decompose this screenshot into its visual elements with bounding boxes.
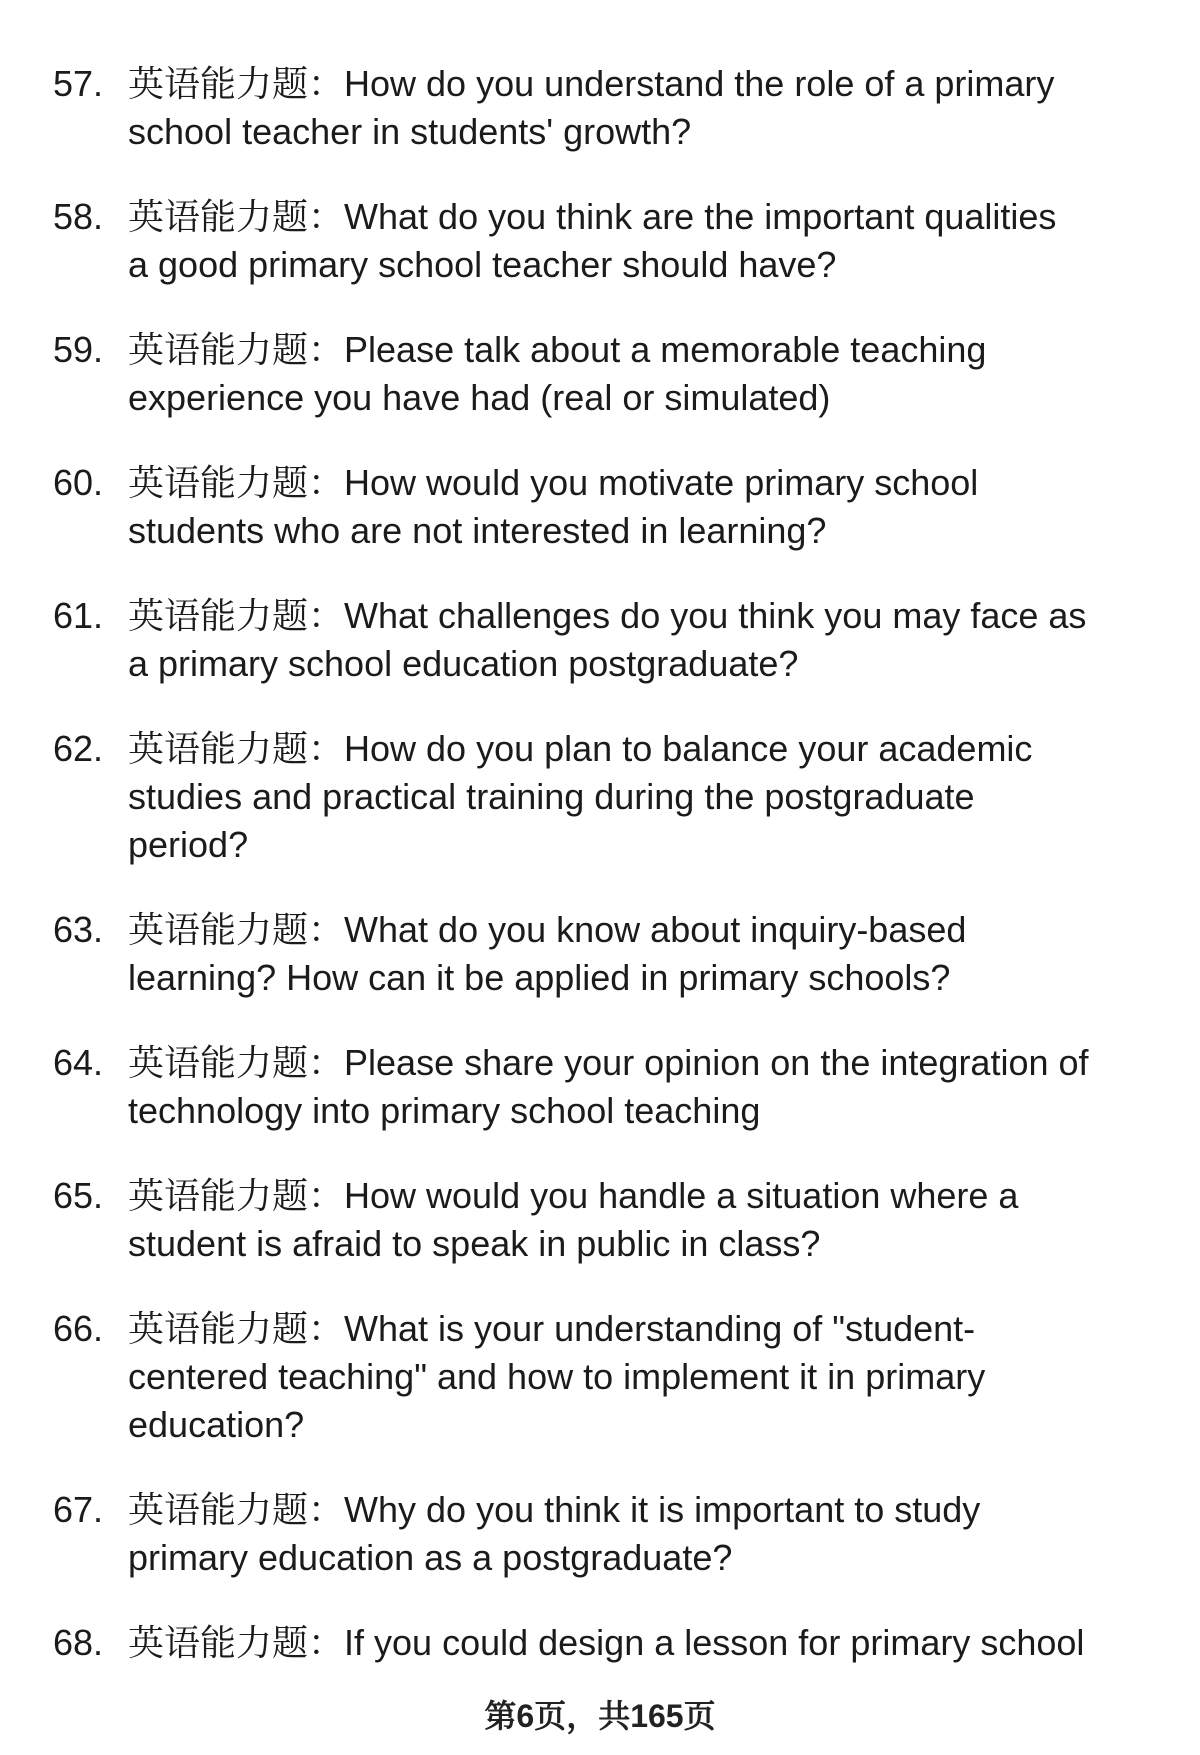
question-line: student is afraid to speak in public in class? (128, 1223, 821, 1264)
question-text: How would you handle a situation where a (344, 1175, 1019, 1216)
question-number: 63. (53, 909, 104, 950)
question-text: How would you motivate primary school (344, 462, 979, 503)
question-line (128, 725, 1168, 773)
question-number: 68. (53, 1622, 104, 1663)
question-item (0, 459, 1200, 555)
question-item (0, 1619, 1200, 1667)
question-category: 英语能力题： (128, 1308, 345, 1349)
question-body (128, 1305, 1168, 1449)
question-text: How do you understand the role of a primary (344, 63, 1055, 104)
question-number: 66. (53, 1308, 104, 1349)
question-text: Please talk about a memorable teaching (344, 329, 987, 370)
question-line (128, 906, 1168, 954)
question-body (128, 1619, 1168, 1667)
question-line (128, 459, 1168, 507)
question-body (128, 906, 1168, 1002)
question-item (0, 326, 1200, 422)
question-number: 67. (53, 1489, 104, 1530)
question-category: 英语能力题： (128, 63, 345, 104)
question-number: 60. (53, 462, 104, 503)
question-category: 英语能力题： (128, 329, 345, 370)
question-body (128, 60, 1168, 156)
question-category: 英语能力题： (128, 1489, 345, 1530)
question-body (128, 592, 1168, 688)
question-line (128, 1039, 1168, 1087)
question-number: 64. (53, 1042, 104, 1083)
question-category: 英语能力题： (128, 595, 345, 636)
question-item (0, 1039, 1200, 1135)
question-text: What do you think are the important qualities (344, 196, 1057, 237)
question-text: What challenges do you think you may face as (344, 595, 1087, 636)
question-line: education? (128, 1404, 305, 1445)
question-item (0, 592, 1200, 688)
question-line (128, 60, 1168, 108)
question-category: 英语能力题： (128, 728, 345, 769)
question-line (128, 1486, 1168, 1534)
question-line: learning? How can it be applied in primary schools? (128, 957, 951, 998)
question-text: If you could design a lesson for primary school (344, 1622, 1085, 1663)
question-item (0, 1305, 1200, 1449)
question-number: 57. (53, 63, 104, 104)
question-text: Please share your opinion on the integration of (344, 1042, 1089, 1083)
question-category: 英语能力题： (128, 196, 345, 237)
question-category: 英语能力题： (128, 462, 345, 503)
question-line: experience you have had (real or simulated) (128, 377, 831, 418)
question-line: a primary school education postgraduate? (128, 643, 799, 684)
question-category: 英语能力题： (128, 1622, 345, 1663)
question-number: 65. (53, 1175, 104, 1216)
question-body (128, 1039, 1168, 1135)
question-item (0, 193, 1200, 289)
question-body (128, 326, 1168, 422)
question-body (128, 1486, 1168, 1582)
question-line (128, 592, 1168, 640)
question-number: 58. (53, 196, 104, 237)
question-body (128, 193, 1168, 289)
question-category: 英语能力题： (128, 909, 345, 950)
question-text: What is your understanding of "student- (344, 1308, 976, 1349)
question-number: 61. (53, 595, 104, 636)
question-line: school teacher in students' growth? (128, 111, 692, 152)
question-line (128, 193, 1168, 241)
question-line: students who are not interested in learning? (128, 510, 827, 551)
question-category: 英语能力题： (128, 1175, 345, 1216)
question-item (0, 906, 1200, 1002)
question-body (128, 725, 1168, 869)
question-body (128, 459, 1168, 555)
question-text: Why do you think it is important to study (344, 1489, 981, 1530)
question-item (0, 725, 1200, 869)
question-line: technology into primary school teaching (128, 1090, 761, 1131)
question-item (0, 60, 1200, 156)
question-line (128, 1172, 1168, 1220)
question-list (0, 60, 1200, 1667)
page-indicator: 第6页，共165页 (484, 1698, 716, 1734)
question-line (128, 326, 1168, 374)
question-body (128, 1172, 1168, 1268)
question-line (128, 1619, 1168, 1667)
question-line: studies and practical training during the postgraduate (128, 776, 975, 817)
question-number: 62. (53, 728, 104, 769)
question-line: period? (128, 824, 249, 865)
question-line (128, 1305, 1168, 1353)
question-number: 59. (53, 329, 104, 370)
question-text: How do you plan to balance your academic (344, 728, 1033, 769)
question-item (0, 1172, 1200, 1268)
question-line: centered teaching" and how to implement it in primary (128, 1356, 986, 1397)
question-category: 英语能力题： (128, 1042, 345, 1083)
question-item (0, 1486, 1200, 1582)
question-line: primary education as a postgraduate? (128, 1537, 733, 1578)
question-line: a good primary school teacher should have? (128, 244, 837, 285)
question-text: What do you know about inquiry-based (344, 909, 967, 950)
